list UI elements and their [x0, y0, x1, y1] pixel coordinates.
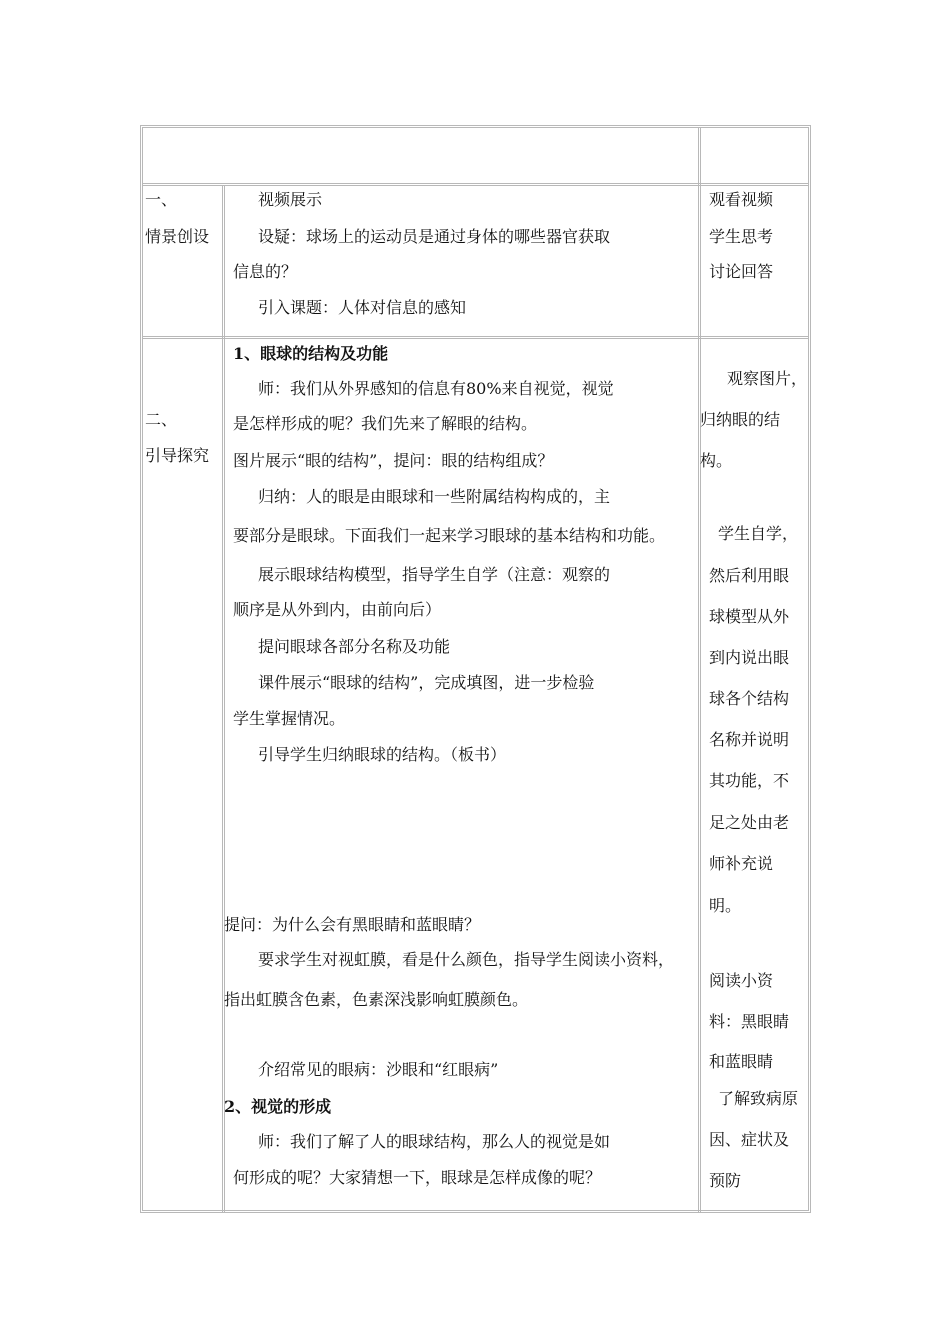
- teacher-activity-line: 引入课题：人体对信息的感知: [258, 298, 467, 317]
- teacher-activity-line: 展示眼球结构模型，指导学生自学（注意：观察的: [258, 565, 611, 584]
- stage-name: 情景创设: [145, 227, 210, 246]
- student-activity-line: 足之处由老: [709, 813, 790, 832]
- student-activity-line: 师补充说: [709, 854, 774, 873]
- teacher-activity-line: 设疑：球场上的运动员是通过身体的哪些器官获取: [258, 227, 611, 246]
- teacher-activity-line: 要求学生对视虹膜，看是什么颜色，指导学生阅读小资料，: [258, 950, 675, 969]
- student-activity-line: 名称并说明: [709, 730, 790, 749]
- student-activity-line: 其功能，不: [709, 771, 790, 790]
- student-activity-line: 球各个结构: [709, 689, 790, 708]
- header-row-divider: [143, 183, 808, 186]
- student-activity-line: 观看视频: [709, 190, 774, 209]
- student-activity-line: 了解致病原: [718, 1089, 799, 1108]
- teacher-activity-line: 引导学生归纳眼球的结构。（板书）: [258, 745, 507, 764]
- teacher-activity-line: 师：我们了解了人的眼球结构，那么人的视觉是如: [258, 1132, 611, 1151]
- student-activity-line: 和蓝眼睛: [709, 1052, 774, 1071]
- student-activity-line: 归纳眼的结: [700, 410, 781, 429]
- student-activity-line: 料：黑眼睛: [709, 1012, 790, 1031]
- student-activity-line: 阅读小资: [709, 971, 774, 990]
- stage-number: 一、: [145, 190, 178, 209]
- teacher-activity-line: 提问眼球各部分名称及功能: [258, 637, 451, 656]
- teacher-activity-line: 归纳：人的眼是由眼球和一些附属结构构成的，主: [258, 487, 611, 506]
- student-activity-line: 球模型从外: [709, 607, 790, 626]
- student-activity-line: 到内说出眼: [709, 648, 790, 667]
- teacher-activity-line: 何形成的呢？大家猜想一下，眼球是怎样成像的呢？: [233, 1168, 602, 1187]
- teacher-activity-line: 信息的？: [233, 262, 298, 281]
- section-heading: 2、视觉的形成: [224, 1097, 332, 1116]
- lesson-plan-table: [140, 125, 811, 1213]
- teacher-activity-line: 提问：为什么会有黑眼睛和蓝眼睛？: [224, 915, 481, 934]
- teacher-activity-line: 课件展示“眼球的结构”，完成填图，进一步检验: [258, 673, 595, 692]
- student-activity-line: 因、症状及: [709, 1130, 790, 1149]
- teacher-activity-line: 顺序是从外到内，由前向后）: [233, 600, 442, 619]
- teacher-activity-line: 图片展示“眼的结构”，提问：眼的结构组成？: [233, 451, 554, 470]
- student-activity-line: 观察图片，: [727, 369, 808, 388]
- teacher-activity-line: 要部分是眼球。下面我们一起来学习眼球的基本结构和功能。: [233, 526, 666, 545]
- teacher-activity-line: 是怎样形成的呢？我们先来了解眼的结构。: [233, 414, 538, 433]
- student-activity-line: 讨论回答: [709, 262, 774, 281]
- student-activity-line: 学生思考: [709, 227, 774, 246]
- column-divider-student: [698, 128, 701, 1213]
- student-activity-line: 然后利用眼: [709, 566, 790, 585]
- teacher-activity-line: 指出虹膜含色素，色素深浅影响虹膜颜色。: [224, 990, 529, 1009]
- student-activity-line: 构。: [700, 451, 733, 470]
- stage-number: 二、: [145, 410, 178, 429]
- column-divider-stage: [222, 185, 225, 1213]
- student-activity-line: 明。: [709, 896, 742, 915]
- stage-name: 引导探究: [145, 446, 210, 465]
- section-heading: 1、眼球的结构及功能: [233, 344, 389, 363]
- teacher-activity-line: 介绍常见的眼病：沙眼和“红眼病”: [258, 1060, 499, 1079]
- teacher-activity-line: 学生掌握情况。: [233, 709, 346, 728]
- row-divider: [143, 336, 808, 339]
- student-activity-line: 预防: [709, 1171, 742, 1190]
- teacher-activity-line: 视频展示: [258, 190, 323, 209]
- student-activity-line: 学生自学，: [718, 524, 799, 543]
- teacher-activity-line: 师：我们从外界感知的信息有80%来自视觉，视觉: [258, 379, 614, 398]
